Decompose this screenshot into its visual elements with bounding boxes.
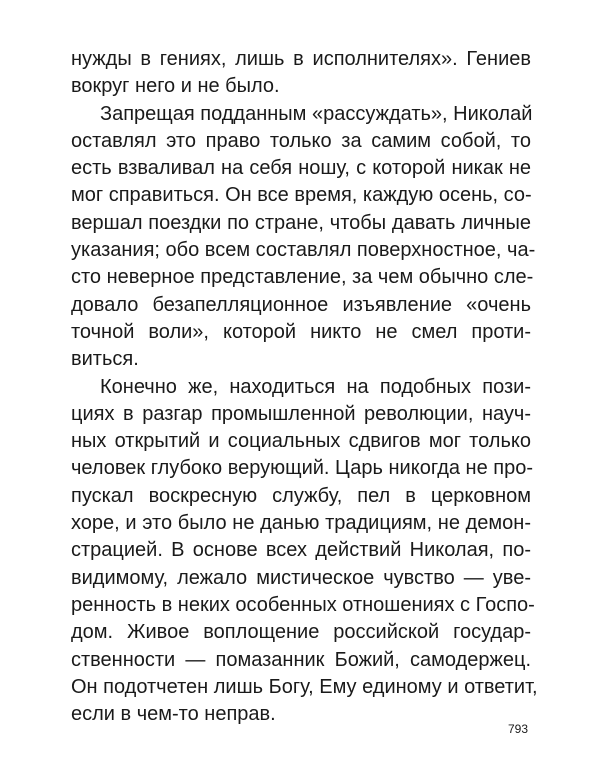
text-line: человек глубоко верующий. Царь никогда не про-	[71, 457, 534, 480]
text-line: дом. Живое воплощение российской государ-	[71, 621, 531, 644]
text-line: виться.	[71, 348, 139, 371]
text-line: хоре, и это было не данью традициям, не демон-	[71, 512, 531, 535]
text-line: если в чем-то неправ.	[71, 703, 276, 726]
text-line: Запрещая подданным «рассуждать», Николай	[100, 102, 533, 125]
text-line: ренность в неких особенных отношениях с Госпо-	[71, 593, 535, 616]
text-line: оставлял это право только за самим собой, то	[71, 129, 531, 152]
text-line: довало безапелляционное изъявление «очень	[71, 293, 531, 316]
text-line: страцией. В основе всех действий Николая, по-	[71, 539, 531, 562]
text-line: есть взваливал на себя ношу, с которой никак не	[71, 157, 531, 180]
text-line: точной воли», которой никто не смел проти-	[71, 320, 531, 343]
text-line: вокруг него и не было.	[71, 75, 280, 98]
text-line: Он подотчетен лишь Богу, Ему единому и ответит,	[71, 675, 538, 698]
text-line: видимому, лежало мистическое чувство — уве-	[71, 566, 531, 589]
text-line: ственности — помазанник Божий, самодержец.	[71, 648, 531, 671]
text-line: указания; обо всем составлял поверхностное, ча-	[71, 239, 536, 262]
text-line: Конечно же, находиться на подобных пози-	[100, 375, 531, 398]
text-line: пускал воскресную службу, пел в церковном	[71, 484, 531, 507]
body-text	[71, 46, 538, 728]
page-number: 793	[507, 722, 528, 736]
text-line: нужды в гениях, лишь в исполнителях». Гениев	[71, 48, 531, 70]
text-line: циях в разгар промышленной революции, науч-	[71, 402, 531, 425]
text-line: ных открытий и социальных сдвигов мог только	[71, 430, 531, 453]
text-line: сто неверное представление, за чем обычно сле-	[71, 266, 534, 289]
text-line: мог справиться. Он все время, каждую осень, со-	[71, 184, 532, 207]
text-line: вершал поездки по стране, чтобы давать личные	[71, 211, 531, 234]
